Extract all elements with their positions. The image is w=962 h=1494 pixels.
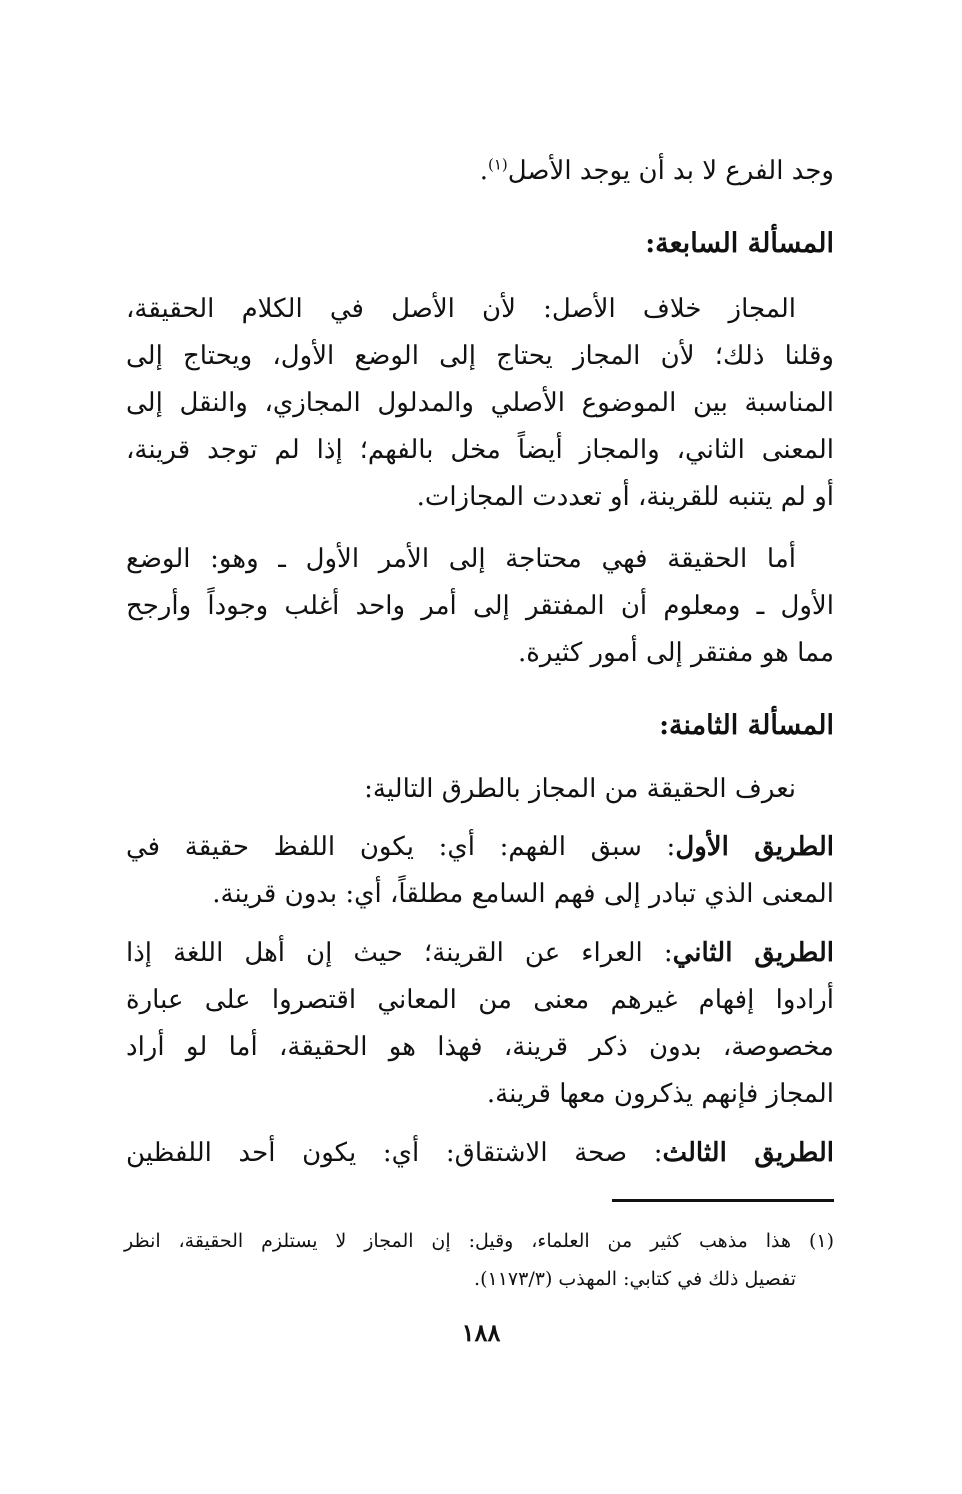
way2-lead: الطريق الثاني (672, 938, 834, 968)
footnote-line: تفصيل ذلك في كتابي: المهذب (١١٧٣/٣). (474, 1268, 796, 1290)
way1-line1: : سبق الفهم: أي: يكون اللفظ حقيقة في (126, 832, 676, 862)
page-number: ١٨٨ (461, 1318, 501, 1347)
way2-paragraph (126, 930, 834, 1118)
way3-lead: الطريق الثالث (662, 1138, 834, 1168)
para-line: المجاز خلاف الأصل: لأن الأصل في الكلام الحقيقة، (126, 294, 796, 324)
footnote-ref[interactable]: (١) (487, 155, 508, 174)
para-line (126, 824, 834, 871)
para-line: مما هو مفتقر إلى أمور كثيرة. (517, 638, 834, 668)
footnote-divider (612, 1199, 834, 1202)
para-line: المناسبة بين الموضوع الأصلي والمدلول المجازي، والنقل إلى (126, 388, 834, 418)
section8-intro (126, 766, 834, 813)
para-line: مخصوصة، بدون ذكر قرينة، فهذا هو الحقيقة، أما لو أراد (126, 1032, 834, 1062)
para-line: المعنى الثاني، والمجاز أيضاً مخل بالفهم؛ إذا لم توجد قرينة، (126, 435, 834, 465)
para-line: المجاز فإنهم يذكرون معها قرينة. (486, 1079, 834, 1109)
para-line: المعنى الذي تبادر إلى فهم السامع مطلقاً، أي: بدون قرينة. (212, 879, 834, 909)
footnote (124, 1222, 834, 1298)
way3-paragraph (126, 1130, 834, 1177)
way1-lead: الطريق الأول (675, 832, 834, 862)
footnote-line: (١) هذا مذهب كثير من العلماء، وقيل: إن المجاز لا يستلزم الحقيقة، انظر (124, 1230, 834, 1252)
section7-para2 (126, 536, 834, 677)
para-line: أرادوا إفهام غيرهم معنى من المعاني اقتصروا على عبارة (126, 985, 834, 1015)
intro-text: وجد الفرع لا بد أن يوجد الأصل (507, 156, 834, 186)
para-line: وقلنا ذلك؛ لأن المجاز يحتاج إلى الوضع الأول، ويحتاج إلى (126, 341, 834, 371)
section7-para1 (126, 286, 834, 521)
intro-paragraph (126, 148, 834, 195)
section7-heading: المسألة السابعة: (645, 228, 834, 259)
way1-paragraph (126, 824, 834, 918)
para-line: أما الحقيقة فهي محتاجة إلى الأمر الأول ـ وهو: الوضع (126, 544, 796, 574)
section8-heading: المسألة الثامنة: (659, 710, 834, 741)
para-line: الأول ـ ومعلوم أن المفتقر إلى أمر واحد أغلب وجوداً وأرجح (126, 591, 834, 621)
para-line (126, 1130, 834, 1177)
para-line (126, 930, 834, 977)
para-line: أو لم يتنبه للقرينة، أو تعددت المجازات. (416, 482, 834, 512)
para-line: نعرف الحقيقة من المجاز بالطرق التالية: (364, 774, 796, 804)
way2-line1: : العراء عن القرينة؛ حيث إن أهل اللغة إذا (126, 938, 673, 968)
intro-period: . (479, 156, 488, 186)
way3-line1: : صحة الاشتقاق: أي: يكون أحد اللفظين (126, 1138, 663, 1168)
